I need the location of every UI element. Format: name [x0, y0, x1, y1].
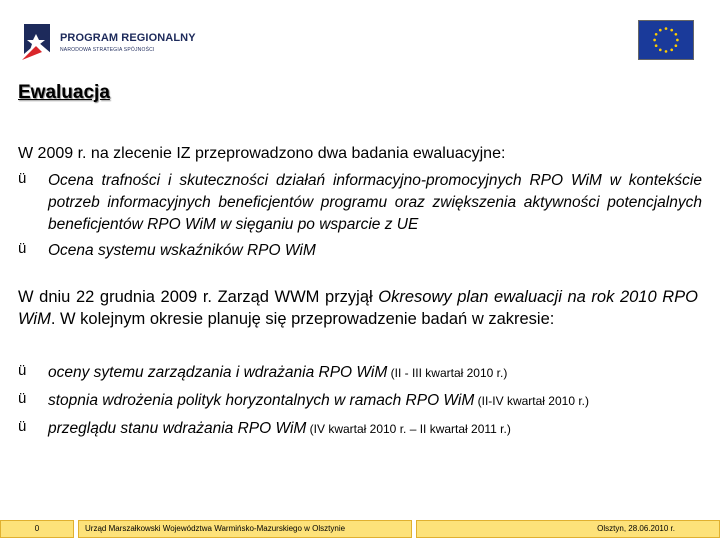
eu-star-icon [676, 39, 679, 42]
checkmark-icon: ü [18, 362, 27, 379]
footer [0, 516, 720, 540]
eu-star-icon [659, 49, 662, 52]
eu-star-icon [653, 39, 656, 42]
program-logo [22, 18, 197, 64]
page-number: 0 [0, 520, 74, 538]
eu-star-icon [675, 33, 678, 36]
bullet-text: Ocena trafności i skuteczności działań informacyjno-promocyjnych RPO WiM w kontekście potrzeb informacyjnych beneficjentów programu oraz zwiększenia aktywności potencjalnych beneficjentów RPO WiM w sięganiu po wsparcie z UE [48, 172, 702, 233]
footer-office: Urząd Marszałkowski Województwa Warmińsko-Mazurskiego w Olsztynie [78, 520, 412, 538]
eu-star-icon [659, 29, 662, 32]
bullet-main: przeglądu stanu wdrażania RPO WiM [48, 420, 307, 437]
eu-star-icon [655, 33, 658, 36]
bullet-note: (IV kwartał 2010 r. – II kwartał 2011 r.) [306, 422, 511, 436]
eu-star-icon [665, 27, 668, 30]
plan-text-end: . W kolejnym okresie planuję się przeprowadzenie badań w zakresie: [50, 310, 555, 328]
bullet-text [48, 390, 708, 412]
plan-text-start: W dniu 22 grudnia 2009 r. Zarząd WWM przyjął [18, 288, 379, 306]
bullet-text [48, 418, 708, 440]
checkmark-icon: ü [18, 390, 27, 407]
plan-paragraph [18, 286, 698, 330]
eu-flag-icon [638, 20, 694, 60]
eu-star-icon [670, 29, 673, 32]
checkmark-icon: ü [18, 240, 27, 257]
logo-subtitle: NARODOWA STRATEGIA SPÓJNOŚCI [60, 47, 155, 53]
bullet-text [48, 362, 708, 384]
bullet-main: oceny sytemu zarządzania i wdrażania RPO WiM [48, 364, 388, 381]
checkmark-icon: ü [18, 170, 27, 187]
program-logo-icon [22, 22, 54, 62]
eu-star-icon [655, 44, 658, 47]
eu-star-icon [675, 44, 678, 47]
bullet-text: Ocena systemu wskaźników RPO WiM [48, 242, 316, 259]
logo-title: PROGRAM REGIONALNY [60, 32, 196, 44]
bullet-main: stopnia wdrożenia polityk horyzontalnych w ramach RPO WiM [48, 392, 475, 409]
intro-paragraph: W 2009 r. na zlecenie IZ przeprowadzono dwa badania ewaluacyjne: [18, 145, 506, 162]
eu-star-icon [665, 50, 668, 53]
plan-title: Okresowy plan ewaluacji na rok 2010 RPO WiM [18, 288, 698, 328]
footer-date: Olsztyn, 28.06.2010 r. [416, 520, 720, 538]
bullet-note: (II - III kwartał 2010 r.) [387, 366, 508, 380]
checkmark-icon: ü [18, 418, 27, 435]
eu-star-icon [670, 49, 673, 52]
page-title: Ewaluacja [18, 82, 110, 103]
bullet-note: (II-IV kwartał 2010 r.) [474, 394, 589, 408]
